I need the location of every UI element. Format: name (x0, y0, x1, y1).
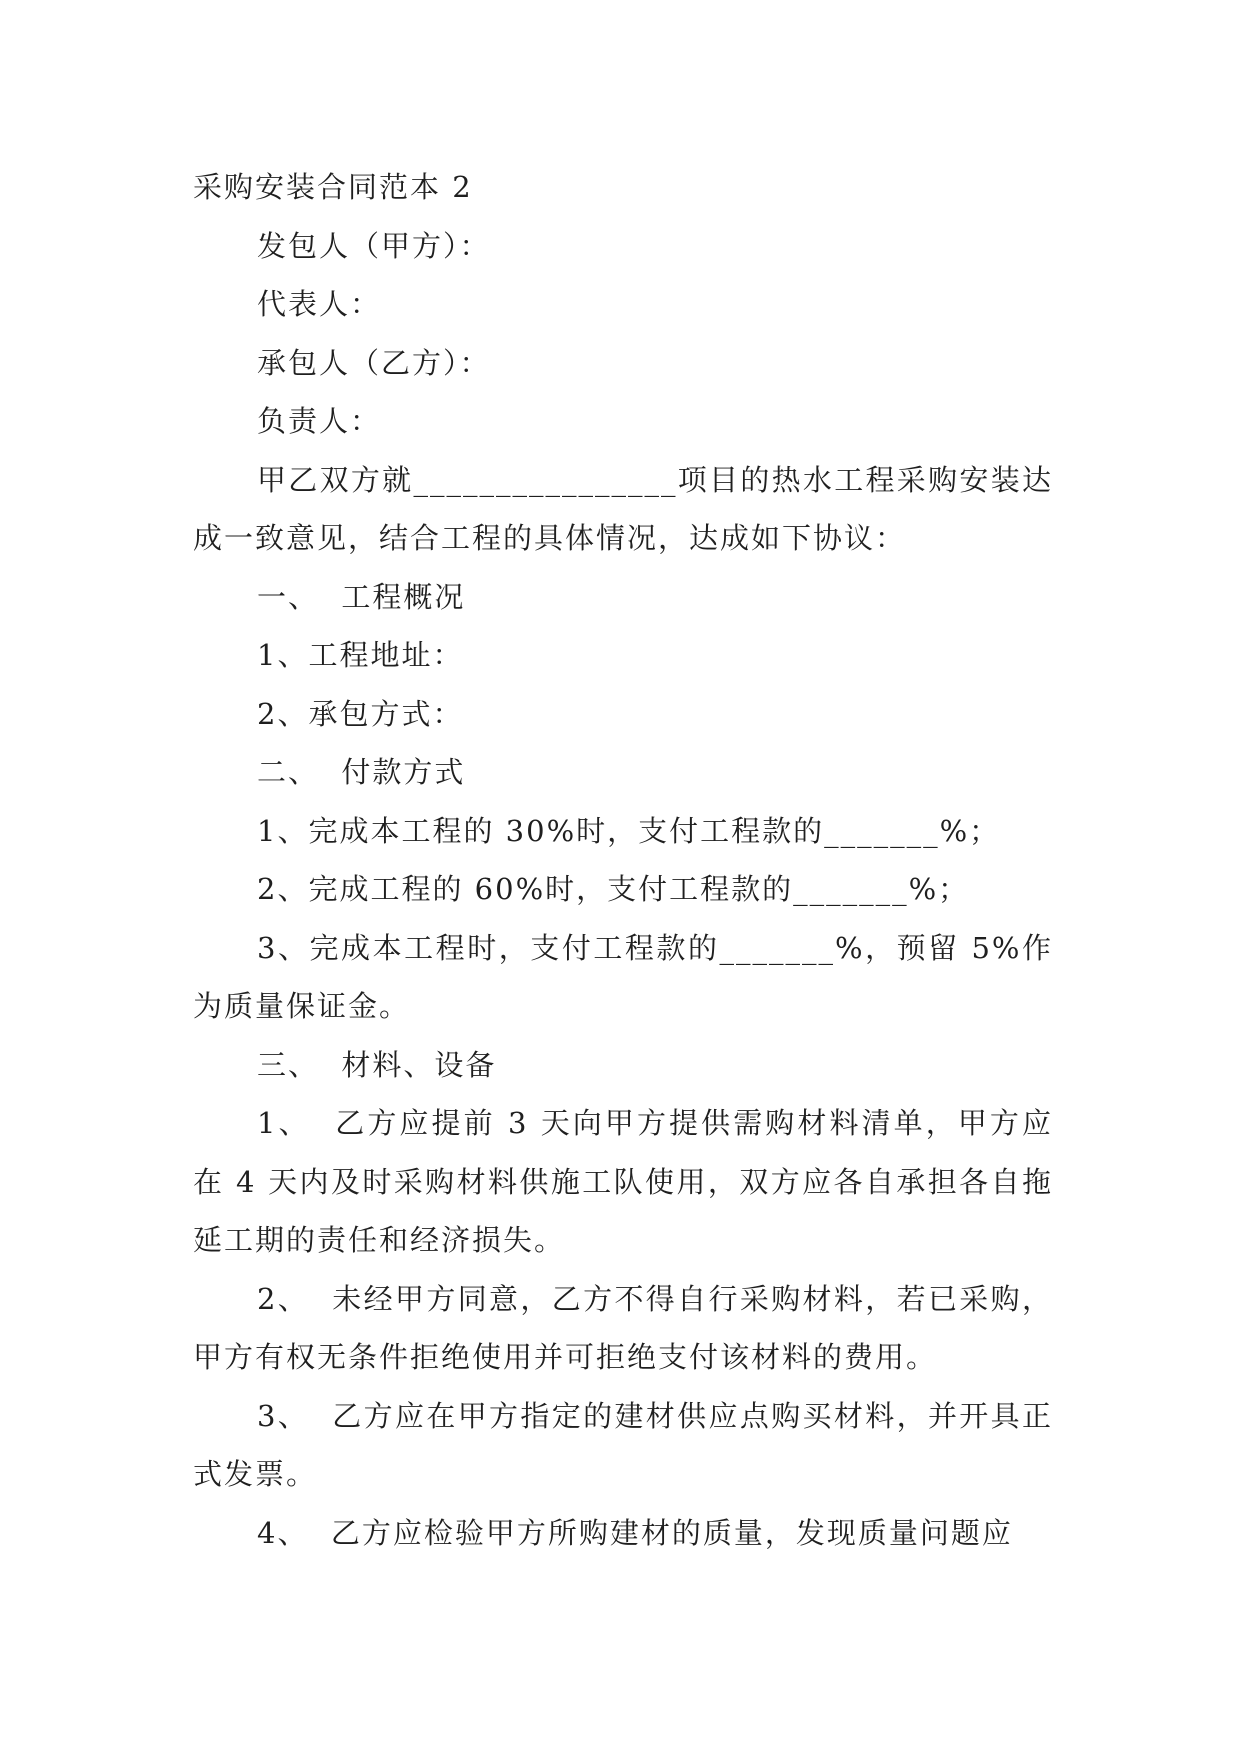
paragraph-contract-method: 2、承包方式： (257, 696, 464, 731)
section-heading-materials-equipment: 三、 材料、设备 (257, 1047, 497, 1082)
section-heading-payment-method: 二、 付款方式 (257, 755, 466, 789)
paragraph-party-b: 承包人（乙方）： (257, 345, 491, 380)
paragraph-party-a: 发包人（甲方）： (257, 228, 491, 263)
paragraph-payment-3: 3、完成本工程时，支付工程款的_______%，预留 5%作为质量保证金。 (193, 930, 1053, 1023)
paragraph-representative: 代表人： (257, 287, 382, 321)
paragraph-materials-1: 1、 乙方应提前 3 天向甲方提供需购材料清单，甲方应在 4 天内及时采购材料供施工队使用，双方应各自承担各自拖延工期的责任和经济损失。 (193, 1106, 1053, 1257)
paragraph-agreement-intro: 甲乙双方就________________项目的热水工程采购安装达成一致意见，结合工程的具体情况，达成如下协议： (193, 462, 1053, 555)
paragraph-payment-1: 1、完成本工程的 30%时，支付工程款的_______%； (257, 813, 1001, 848)
paragraph-materials-4: 4、 乙方应检验甲方所购建材的质量，发现质量问题应 (257, 1515, 1013, 1550)
paragraph-materials-3: 3、 乙方应在甲方指定的建材供应点购买材料，并开具正式发票。 (193, 1398, 1053, 1491)
section-heading-project-overview: 一、 工程概况 (257, 579, 466, 614)
paragraph-responsible-person: 负责人： (257, 404, 382, 438)
document-title: 采购安装合同范本 2 (193, 170, 473, 204)
paragraph-payment-2: 2、完成工程的 60%时，支付工程款的_______%； (257, 872, 970, 906)
document-body (193, 158, 1053, 1562)
paragraph-materials-2: 2、 未经甲方同意，乙方不得自行采购材料，若已采购，甲方有权无条件拒绝使用并可拒绝支付该材料的费用。 (193, 1281, 1053, 1374)
paragraph-project-address: 1、工程地址： (257, 638, 464, 672)
